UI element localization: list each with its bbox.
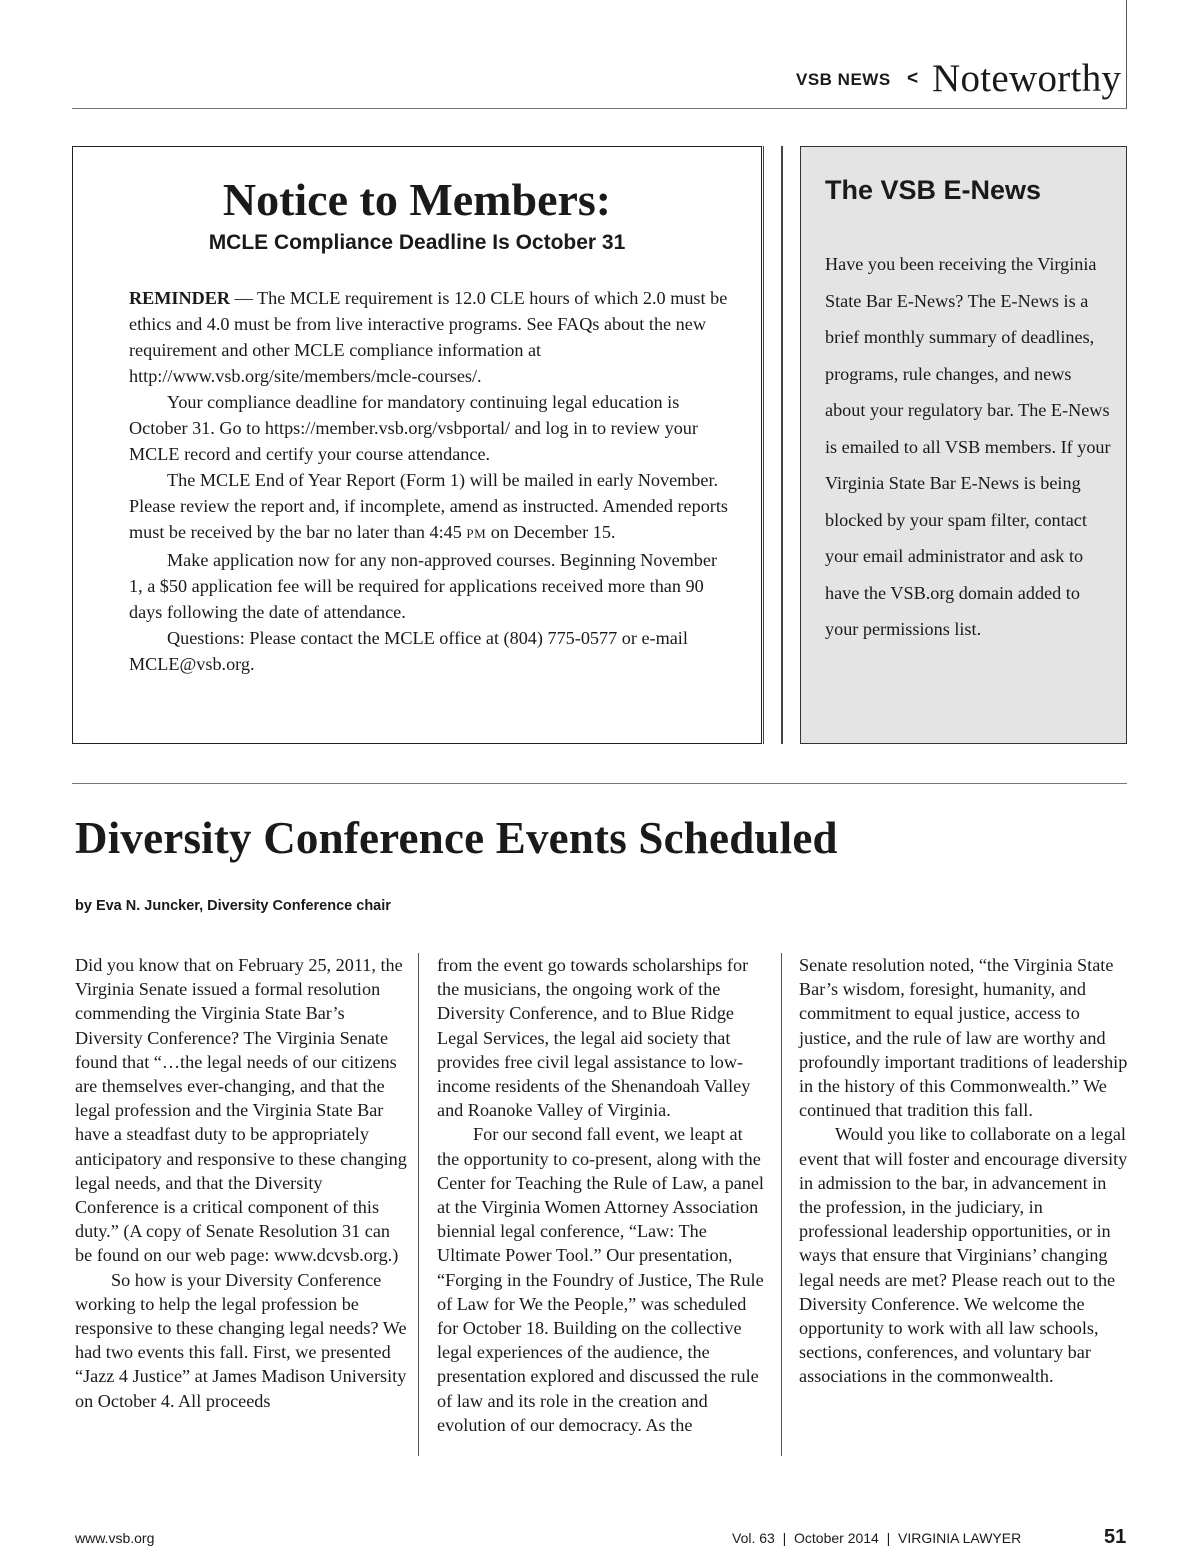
enews-body: Have you been receiving the Virginia State Bar E-News? The E-News is a brief monthly summary of deadlines, programs, rule changes, and news about your regulatory bar. The E-News is emailed to all VSB members. If your Virginia State Bar E-News is being blocked by your spam filter, contact your email administrator and ask to have the VSB.org domain added to your permissions list. [825, 254, 1111, 639]
reminder-text: — The MCLE requirement is 12.0 CLE hours of which 2.0 must be ethics and 4.0 must be from live interactive programs. See FAQs about the new requirement and other MCLE compliance information at http://www.vsb.org/site/members/mcle-courses/. [129, 288, 728, 386]
notice-paragraph: Your compliance deadline for mandatory continuing legal education is October 31. Go to https://member.vsb.org/vsbportal/ and log in to review your MCLE record and certify your course attendance. [129, 392, 698, 464]
notice-subtitle: MCLE Compliance Deadline Is October 31 [208, 231, 626, 254]
article-paragraph: Would you like to collaborate on a legal event that will foster and encourage diversity in admission to the bar, in advancement in the profession, in the judiciary, in professional leadership opportunities, or in ways that ensure that Virginians’ changing legal needs are met? Please reach out to the Diversity Conference. We welcome the opportunity to work with all law schools, sections, conferences, and voluntary bar associations in the commonwealth. [799, 1124, 1128, 1387]
reminder-label: REMINDER [129, 288, 231, 308]
notice-text: on December 15. [486, 522, 616, 542]
section-rule [72, 783, 1127, 784]
notice-paragraph [129, 285, 729, 389]
footer-website: www.vsb.org [75, 1530, 155, 1546]
notice-paragraph: Questions: Please contact the MCLE office at (804) 775-0577 or e-mail MCLE@vsb.org. [129, 628, 688, 674]
article-title: Diversity Conference Events Scheduled [75, 813, 838, 863]
article-paragraph: For our second fall event, we leapt at the opportunity to co-present, along with the Center for Teaching the Rule of Law, a panel at the Virginia Women Attorney Association biennial legal conference, “Law: The Ultimate Power Tool.” Our presentation, “Forging in the Foundry of Justice, The Rule of Law for We the People,” was scheduled for October 18. Building on the collective legal experiences of the audience, the presentation explored and discussed the rule of law and its role in the creation and evolution of our democracy. As the [437, 1124, 764, 1435]
notice-title: Notice to Members: [222, 174, 612, 225]
section-title: Noteworthy [932, 57, 1122, 100]
notice-paragraph: Make application now for any non-approved courses. Beginning November 1, a $50 application fee will be required for applications received more than 90 days following the date of attendance. [129, 550, 718, 622]
notice-body [129, 285, 729, 677]
article-paragraph: Did you know that on February 25, 2011, the Virginia Senate issued a formal resolution commending the Virginia State Bar’s Diversity Conference? The Virginia Senate found that “…the legal needs of our citizens are themselves ever-changing, and that the legal profession and the Virginia State Bar have a steadfast duty to be appropriately anticipatory and responsive to these changing legal needs, and that the Diversity Conference is a critical component of this duty.” (A copy of Senate Resolution 31 can be found on our web page: www.dcvsb.org.) [75, 955, 407, 1266]
article-paragraph: Senate resolution noted, “the Virginia State Bar’s wisdom, foresight, humanity, and commitment to equal justice, access to justice, and the rule of law are worthy and profoundly important traditions of leadership in the history of this Commonwealth.” We continued that tradition this fall. [799, 955, 1128, 1121]
header-rule [72, 108, 1127, 109]
enews-title: The VSB E-News [825, 175, 1042, 205]
column-rule [781, 953, 782, 1456]
article-column-1 [75, 953, 407, 1413]
article-paragraph: from the event go towards scholarships for the musicians, the ongoing work of the Diversity Conference, and to Blue Ridge Legal Services, the legal aid society that provides free civil legal assistance to low-income residents of the Shenandoah Valley and Roanoke Valley of Virginia. [437, 955, 751, 1121]
column-divider [763, 146, 764, 744]
header-divider-vertical [1126, 0, 1127, 108]
enews-box [800, 146, 1127, 744]
article-column-3 [799, 953, 1131, 1389]
page-number: 51 [1104, 1526, 1127, 1548]
footer-issue: Vol. 63 | October 2014 | VIRGINIA LAWYER [732, 1530, 1022, 1546]
notice-box [72, 146, 762, 744]
section-label: VSB NEWS [796, 70, 891, 89]
article-byline: by Eva N. Juncker, Diversity Conference chair [75, 898, 391, 914]
notice-text: The MCLE End of Year Report (Form 1) will be mailed in early November. Please review the report and, if incomplete, amend as instructed. Amended reports must be received by the bar no later than 4:45 [129, 470, 728, 542]
article-paragraph: So how is your Diversity Conference working to help the legal profession be responsive to these changing legal needs? We had two events this fall. First, we presented “Jazz 4 Justice” at James Madison University on October 4. All proceeds [75, 1269, 407, 1411]
column-rule [418, 953, 419, 1456]
pm-smallcaps: PM [466, 526, 487, 541]
article-column-2 [437, 953, 769, 1437]
section-separator: < [907, 68, 919, 89]
column-divider [781, 146, 783, 744]
notice-paragraph [129, 467, 729, 547]
